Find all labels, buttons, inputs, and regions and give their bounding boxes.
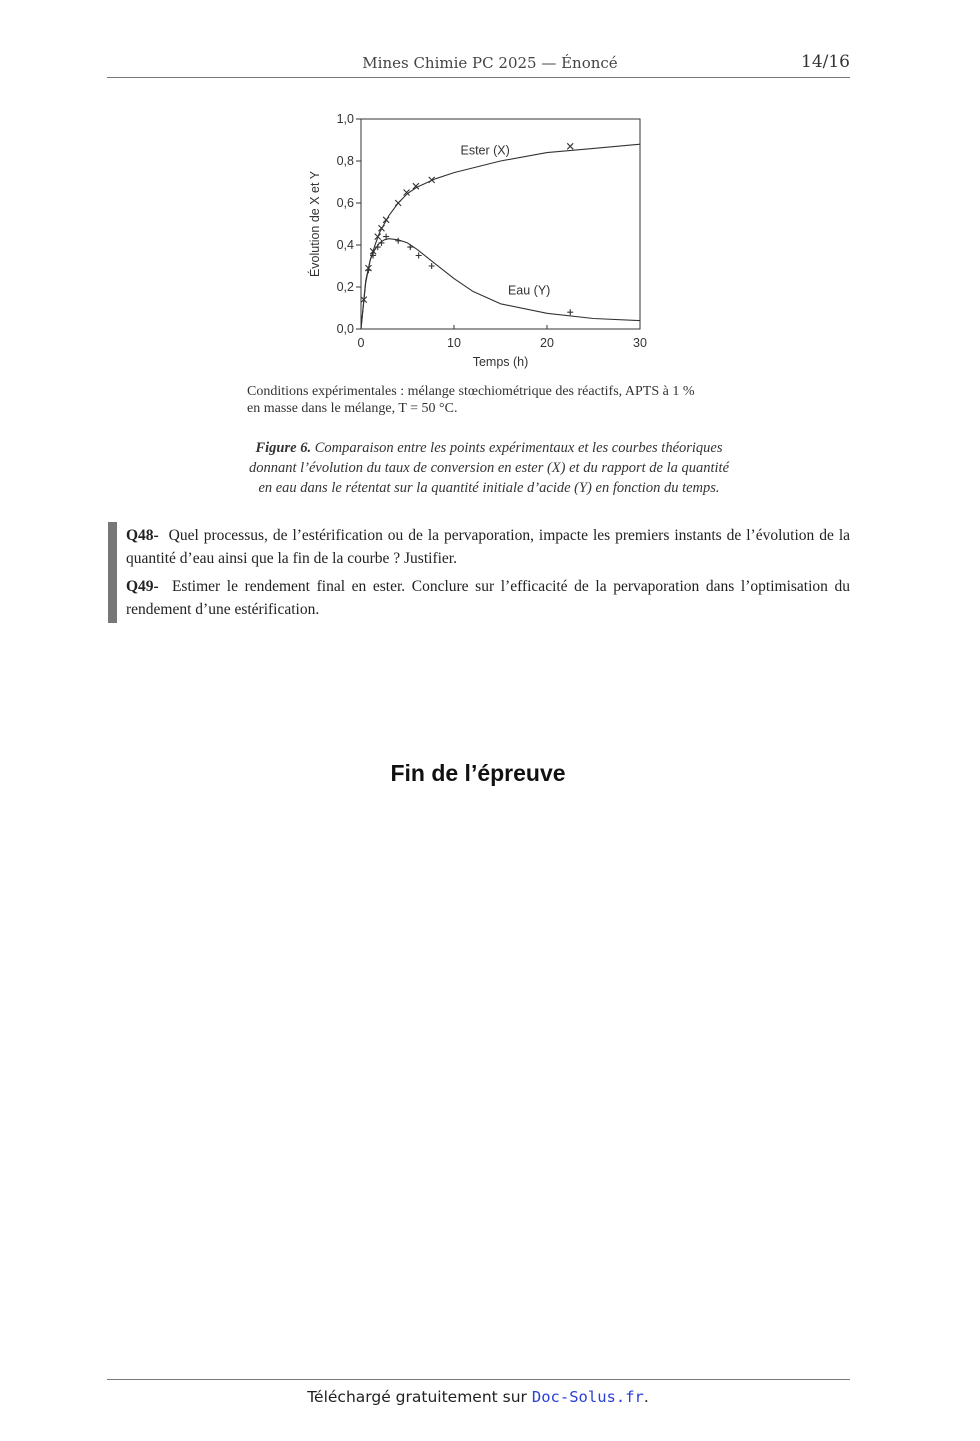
caption-label: Figure 6. <box>255 440 312 456</box>
eau-point <box>567 309 573 315</box>
ester-point <box>378 225 384 231</box>
y-tick-label: 0,4 <box>336 238 354 252</box>
question-q49 <box>126 575 850 621</box>
caption-line-2: donnant l’évolution du taux de conversion en ester (X) et du rapport de la quantité <box>248 460 729 476</box>
ester-point <box>395 200 401 206</box>
caption-line-1: Comparaison entre les points expérimentaux et les courbes théoriques <box>314 440 723 456</box>
question-q48 <box>126 524 850 570</box>
figure-6-chart <box>300 100 680 380</box>
footer-link[interactable]: Doc-Solus.fr <box>531 1388 644 1406</box>
x-tick-label: 0 <box>357 336 365 350</box>
questions-block <box>108 522 850 623</box>
question-number: Q48- <box>126 527 159 544</box>
series-label-ester: Ester (X) <box>460 143 510 158</box>
conditions-line-2: en masse dans le mélange, T = 50 °C. <box>247 401 458 416</box>
eau-point <box>395 238 401 244</box>
footer-text: Téléchargé gratuitement sur <box>307 1388 527 1406</box>
footer <box>0 1388 956 1406</box>
eau-curve <box>361 239 640 329</box>
ester-point <box>383 217 389 223</box>
y-tick-label: 0,0 <box>336 322 354 336</box>
question-margin-bar <box>108 522 117 623</box>
ester-point <box>567 143 573 149</box>
question-number: Q49- <box>126 578 159 595</box>
eau-point <box>416 253 422 259</box>
eau-point <box>407 244 413 250</box>
y-axis-label: Évolution de X et Y <box>308 170 322 278</box>
x-tick-label: 20 <box>540 336 554 350</box>
conditions-line-1: Conditions expérimentales : mélange stœchiométrique des réactifs, APTS à 1 % <box>247 384 695 399</box>
experimental-conditions <box>247 383 767 417</box>
eau-point <box>365 267 371 273</box>
end-of-exam-title: Fin de l’épreuve <box>390 760 566 786</box>
ester-curve <box>361 144 640 329</box>
footer-suffix: . <box>643 1388 649 1406</box>
x-tick-label: 10 <box>447 336 461 350</box>
figure-caption <box>200 438 778 498</box>
header-rule <box>107 77 850 78</box>
y-tick-label: 1,0 <box>336 112 354 126</box>
question-text: Estimer le rendement final en ester. Conclure sur l’efficacité de la pervaporation dans l’optimisation du rendement d’une estérification. <box>126 578 851 618</box>
footer-rule <box>107 1379 850 1380</box>
header-title: Mines Chimie PC 2025 — Énoncé <box>362 54 618 72</box>
y-tick-label: 0,2 <box>336 280 354 294</box>
question-text: Quel processus, de l’estérification ou de la pervaporation, impacte les premiers instants de l’évolution de la quantité d’eau ainsi que la fin de la courbe ? Justifier. <box>126 527 851 567</box>
eau-point <box>429 263 435 269</box>
caption-line-3: en eau dans le rétentat sur la quantité initiale d’acide (Y) en fonction du temps. <box>258 480 720 496</box>
y-tick-label: 0,6 <box>336 196 354 210</box>
x-tick-label: 30 <box>633 336 647 350</box>
y-tick-label: 0,8 <box>336 154 354 168</box>
x-axis-label: Temps (h) <box>472 355 529 369</box>
page-number: 14/16 <box>801 52 850 72</box>
series-label-eau: Eau (Y) <box>507 283 551 298</box>
